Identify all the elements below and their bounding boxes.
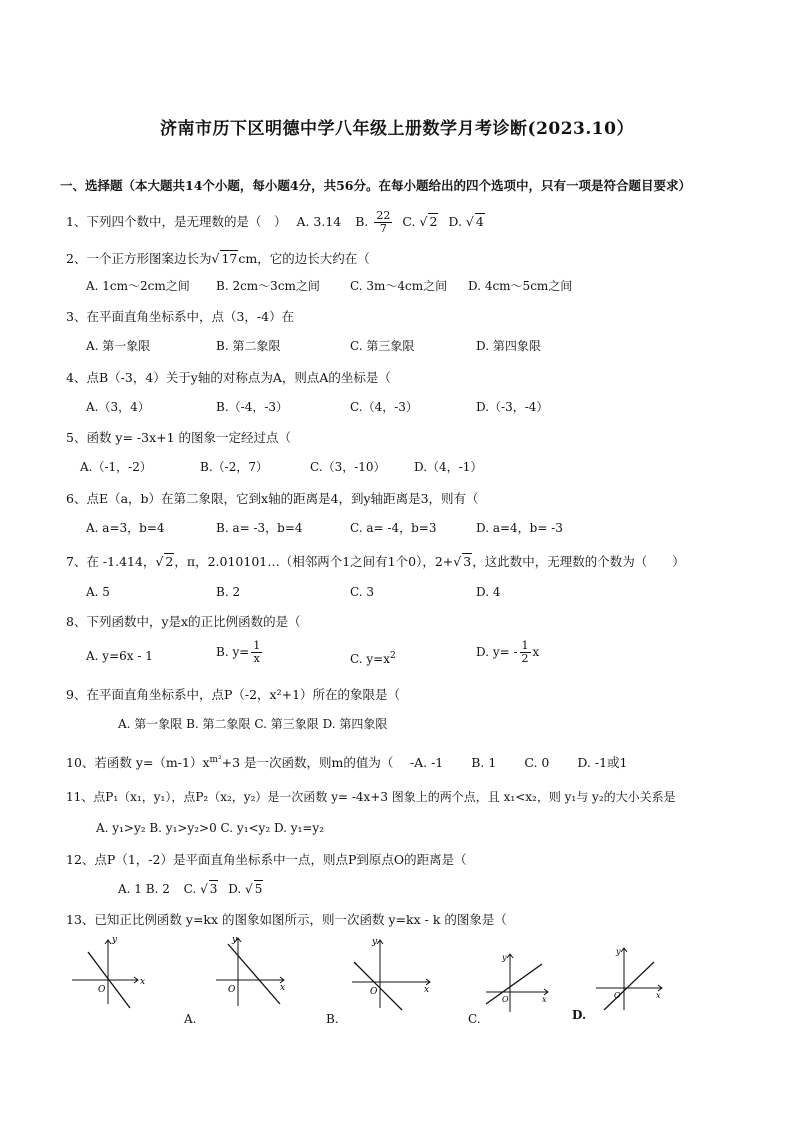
question-7-radicand-2: 3	[463, 554, 472, 569]
svg-text:O: O	[502, 995, 509, 1004]
question-1	[66, 210, 485, 235]
question-12-option-ab: A. 1 B. 2	[118, 882, 170, 896]
question-6-option-c: C. a= -4，b=3	[350, 521, 437, 535]
question-5-option-b: B.（-2，7）	[200, 460, 268, 474]
svg-text:x: x	[656, 991, 661, 1000]
question-6-option-b: B. a= -3，b=4	[216, 521, 303, 535]
question-4-stem: 4、点B（-3，4）关于y轴的对称点为A，则点A的坐标是（	[66, 370, 391, 385]
question-7-stem-pre: 7、在 -1.414，	[66, 554, 156, 569]
question-8-option-a: A. y=6x - 1	[86, 649, 153, 663]
question-10-stem-post: +3 是一次函数，则m的值为（ -A. -1	[221, 755, 444, 771]
question-4-option-d: D.（-3，-4）	[476, 400, 549, 414]
question-8-stem: 8、下列函数中，y是x的正比例函数的是（	[66, 614, 301, 629]
question-7-option-d: D. 4	[476, 585, 501, 599]
question-8-option-d: D. y= - $\frac{1}{2}$ x	[476, 639, 540, 665]
question-9-stem: 9、在平面直角坐标系中，点P（-2，x²+1）所在的象限是（	[66, 687, 401, 702]
svg-text:x: x	[542, 995, 547, 1004]
question-12-option-c-label: C.	[183, 882, 197, 896]
question-10-option-b: B. 1	[471, 755, 497, 771]
question-7-stem-post: ，这此数中，无理数的个数为（ ）	[472, 554, 685, 569]
question-13-option-a-label: A.	[184, 1012, 197, 1026]
question-6-option-a: A. a=3，b=4	[86, 521, 165, 535]
svg-text:O: O	[370, 987, 378, 997]
question-5-option-c: C.（3，-10）	[310, 460, 386, 474]
question-12-option-d-radicand: 5	[254, 882, 263, 896]
sqrt-icon: √	[419, 214, 428, 229]
svg-text:O: O	[228, 985, 236, 995]
question-7-option-a: A. 5	[86, 585, 110, 599]
question-3-option-d: D. 第四象限	[476, 339, 541, 353]
question-8-option-b: B. y= $\frac{1}{x}$	[216, 639, 261, 665]
question-4-option-b: B.（-4，-3）	[216, 400, 289, 414]
question-13-option-d-label: D.	[572, 1008, 587, 1022]
question-7	[66, 553, 685, 570]
question-10-option-d: D. -1或1	[577, 755, 628, 771]
question-13-graph-a	[196, 932, 288, 1012]
question-13-option-c-label: C.	[468, 1012, 481, 1026]
question-13-stem: 13、已知正比例函数 y=kx 的图象如图所示，则一次函数 y=kx - k 的图象是（	[66, 912, 507, 927]
question-10	[66, 752, 628, 771]
question-10-stem-pre: 10、若函数 y=（m-1）x	[66, 755, 210, 771]
question-2-stem-post: cm，它的边长大约在（	[238, 251, 370, 266]
question-2-option-a: A. 1cm～2cm之间	[86, 279, 190, 293]
question-8-option-c: C. $y=x^2$	[350, 651, 396, 666]
question-11-options: A. y₁>y₂ B. y₁>y₂>0 C. y₁<y₂ D. y₁=y₂	[96, 821, 325, 835]
question-13-option-b-label: B.	[326, 1012, 339, 1026]
question-13-graph-d	[590, 944, 666, 1012]
svg-text:y: y	[112, 935, 118, 945]
question-2-option-d: D. 4cm～5cm之间	[468, 279, 573, 293]
sqrt-icon: √	[211, 251, 220, 266]
svg-text:y: y	[502, 953, 507, 962]
question-3-option-b: B. 第二象限	[216, 339, 281, 353]
sqrt-icon: √	[453, 554, 462, 569]
question-4-option-c: C.（4，-3）	[350, 400, 418, 414]
question-12-stem: 12、点P（1，-2）是平面直角坐标系中一点，则点P到原点O的距离是（	[66, 852, 467, 867]
question-3-option-a: A. 第一象限	[86, 339, 151, 353]
question-1-option-a: A. 3.14	[296, 214, 342, 229]
question-1-option-b-fraction: $\frac{22}{7}$	[376, 209, 391, 235]
question-12-option-d-label: D.	[228, 882, 242, 896]
svg-text:x: x	[140, 977, 146, 987]
svg-text:y: y	[372, 937, 378, 947]
question-7-option-b: B. 2	[216, 585, 241, 599]
question-11-stem: 11、点P₁（x₁，y₁），点P₂（x₂，y₂）是一次函数 y= -4x+3 图象上的两个点，且 x₁<x₂，则 y₁与 y₂的大小关系是	[66, 790, 676, 804]
sqrt-icon: √	[465, 214, 474, 229]
sqrt-icon: √	[245, 882, 253, 896]
question-13-graph-b	[342, 934, 434, 1014]
question-9-options: A. 第一象限 B. 第二象限 C. 第三象限 D. 第四象限	[118, 717, 388, 731]
question-2-option-c: C. 3m～4cm之间	[350, 279, 448, 293]
question-12-options	[118, 880, 263, 897]
question-1-option-b-label: B.	[355, 214, 369, 229]
question-1-option-d-radicand: 4	[475, 214, 484, 229]
question-5-option-d: D.（4，-1）	[414, 460, 483, 474]
question-1-stem: 1、下列四个数中，是无理数的是（ ）	[66, 214, 287, 229]
question-10-exponent: m²	[209, 755, 222, 765]
svg-text:y: y	[232, 935, 238, 945]
question-12-option-c-radicand: 3	[209, 882, 218, 896]
question-10-option-c: C. 0	[524, 755, 550, 771]
question-1-option-c-radicand: 2	[429, 214, 438, 229]
question-13-graph-c	[480, 950, 552, 1014]
question-3-option-c: C. 第三象限	[350, 339, 415, 353]
svg-text:O: O	[98, 985, 106, 995]
question-4-option-a: A.（3，4）	[86, 400, 150, 414]
svg-text:y: y	[616, 947, 621, 956]
question-2-stem-pre: 2、一个正方形图案边长为	[66, 251, 212, 266]
page-title: 济南市历下区明德中学八年级上册数学月考诊断(2023.10）	[160, 119, 634, 139]
question-1-option-d-label: D.	[448, 214, 462, 229]
svg-text:O: O	[614, 991, 621, 1000]
question-7-radicand-1: 2	[165, 554, 174, 569]
svg-text:x: x	[280, 983, 286, 993]
question-5-stem: 5、函数 y= -3x+1 的图象一定经过点（	[66, 430, 292, 445]
svg-text:x: x	[424, 985, 430, 995]
question-7-stem-mid: ，π，2.010101…（相邻两个1之间有1个0），2+	[174, 554, 454, 569]
question-1-option-c-label: C.	[402, 214, 416, 229]
question-2-radicand: 17	[221, 251, 238, 266]
section-heading: 一、选择题（本大题共14个小题，每小题4分，共56分。在每小题给出的四个选项中，只有一项是符合题目要求）	[60, 178, 691, 193]
sqrt-icon: √	[155, 554, 164, 569]
question-7-option-c: C. 3	[350, 585, 375, 599]
question-2	[66, 250, 370, 267]
question-3-stem: 3、在平面直角坐标系中，点（3，-4）在	[66, 309, 295, 324]
question-2-option-b: B. 2cm～3cm之间	[216, 279, 320, 293]
question-6-stem: 6、点E（a，b）在第二象限，它到x轴的距离是4，到y轴距离是3，则有（	[66, 491, 479, 506]
question-13-given-graph	[68, 932, 148, 1012]
question-6-option-d: D. a=4，b= -3	[476, 521, 563, 535]
sqrt-icon: √	[200, 882, 208, 896]
question-5-option-a: A.（-1，-2）	[80, 460, 152, 474]
